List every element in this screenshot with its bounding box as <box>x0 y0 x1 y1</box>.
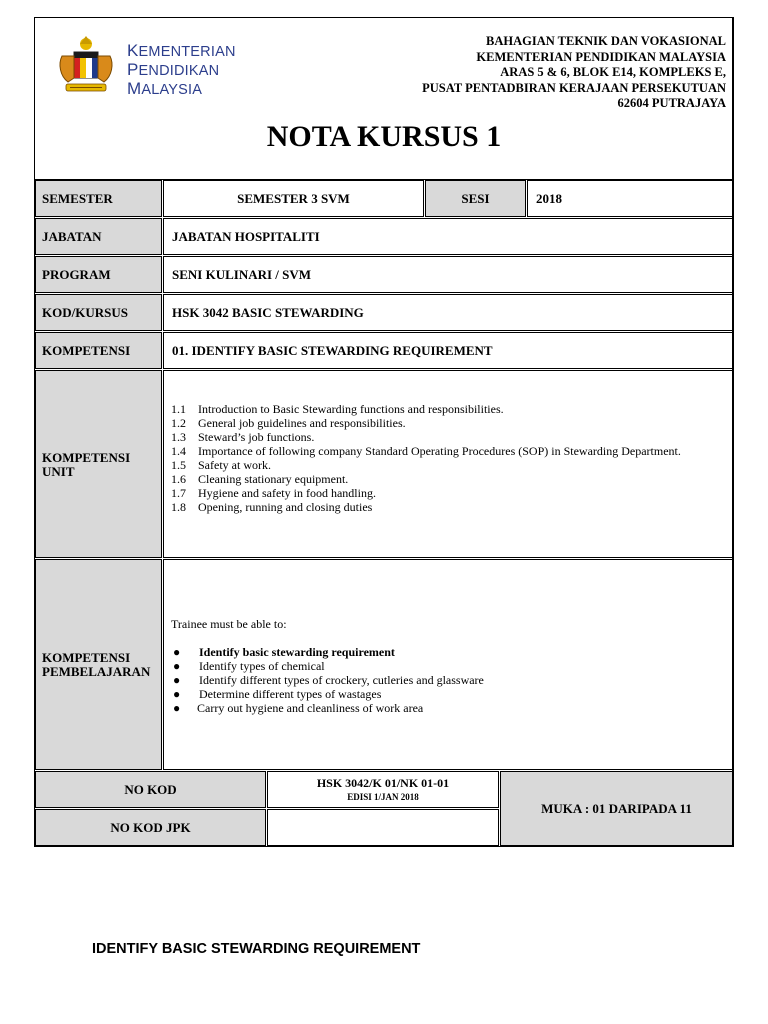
kod-kursus-label: KOD/KURSUS <box>35 294 162 331</box>
list-item: ● Identify different types of crockery, cutleries and glassware <box>173 673 484 687</box>
muka-page-info: MUKA : 01 DARIPADA 11 <box>500 771 733 846</box>
bullet-icon: ● <box>173 659 181 673</box>
list-item: ● Identify basic stewarding requirement <box>173 645 395 659</box>
learning-outcomes-list <box>171 645 721 715</box>
kompetensi-pembelajaran-label: KOMPETENSI PEMBELAJARAN <box>35 559 162 770</box>
no-kod-jpk-label: NO KOD JPK <box>35 809 266 846</box>
no-kod-value: HSK 3042/K 01/NK 01-01 EDISI 1/JAN 2018 <box>267 771 499 808</box>
jabatan-value: JABATAN HOSPITALITI <box>163 218 733 255</box>
bullet-icon: ● <box>173 645 181 659</box>
kod-kursus-value: HSK 3042 BASIC STEWARDING <box>163 294 733 331</box>
kompetensi-value: 01. IDENTIFY BASIC STEWARDING REQUIREMENT <box>163 332 733 369</box>
bullet-icon: ● <box>173 701 181 715</box>
unit-item: 1.1 Introduction to Basic Stewarding functions and responsibilities. <box>171 402 504 416</box>
kompetensi-unit-content <box>163 370 733 558</box>
unit-item: 1.5 Safety at work. <box>171 458 271 472</box>
unit-item: 1.2 General job guidelines and responsibilities. <box>171 416 406 430</box>
sesi-value: 2018 <box>527 180 733 217</box>
ministry-crest-icon <box>54 34 118 98</box>
unit-item: 1.6 Cleaning stationary equipment. <box>171 472 349 486</box>
program-label: PROGRAM <box>35 256 162 293</box>
jabatan-label: JABATAN <box>35 218 162 255</box>
list-item: ● Determine different types of wastages <box>173 687 382 701</box>
no-kod-label: NO KOD <box>35 771 266 808</box>
sesi-label: SESI <box>425 180 526 217</box>
unit-list <box>171 402 727 514</box>
semester-value: SEMESTER 3 SVM <box>163 180 424 217</box>
unit-item: 1.3 Steward’s job functions. <box>171 430 315 444</box>
unit-item: 1.4 Importance of following company Standard Operating Procedures (SOP) in Stewarding Department. <box>171 444 681 458</box>
bullet-icon: ● <box>173 673 181 687</box>
unit-item: 1.7 Hygiene and safety in food handling. <box>171 486 376 500</box>
ministry-address: BAHAGIAN TEKNIK DAN VOKASIONAL KEMENTERIAN PENDIDIKAN MALAYSIA ARAS 5 & 6, BLOK E14, KOMPLEKS E, PUSAT PENTADBIRAN KERAJAAN PERSEKUTUAN 62604 PUTRAJAYA <box>422 34 726 110</box>
document-title: NOTA KURSUS 1 <box>266 120 502 153</box>
unit-item: 1.8 Opening, running and closing duties <box>171 500 373 514</box>
kompetensi-pembelajaran-content <box>163 559 733 770</box>
kompetensi-label: KOMPETENSI <box>35 332 162 369</box>
section-heading: IDENTIFY BASIC STEWARDING REQUIREMENT <box>92 941 421 957</box>
list-item: ● Identify types of chemical <box>173 659 325 673</box>
semester-label: SEMESTER <box>35 180 162 217</box>
bullet-icon: ● <box>173 687 181 701</box>
list-item: ● Carry out hygiene and cleanliness of work area <box>173 701 424 715</box>
ministry-logo-text: KEMENTERIAN PENDIDIKAN MALAYSIA <box>127 41 236 98</box>
trainee-intro: Trainee must be able to: <box>171 617 287 631</box>
kompetensi-unit-label: KOMPETENSI UNIT <box>35 370 162 558</box>
program-value: SENI KULINARI / SVM <box>163 256 733 293</box>
no-kod-jpk-value <box>267 809 499 846</box>
